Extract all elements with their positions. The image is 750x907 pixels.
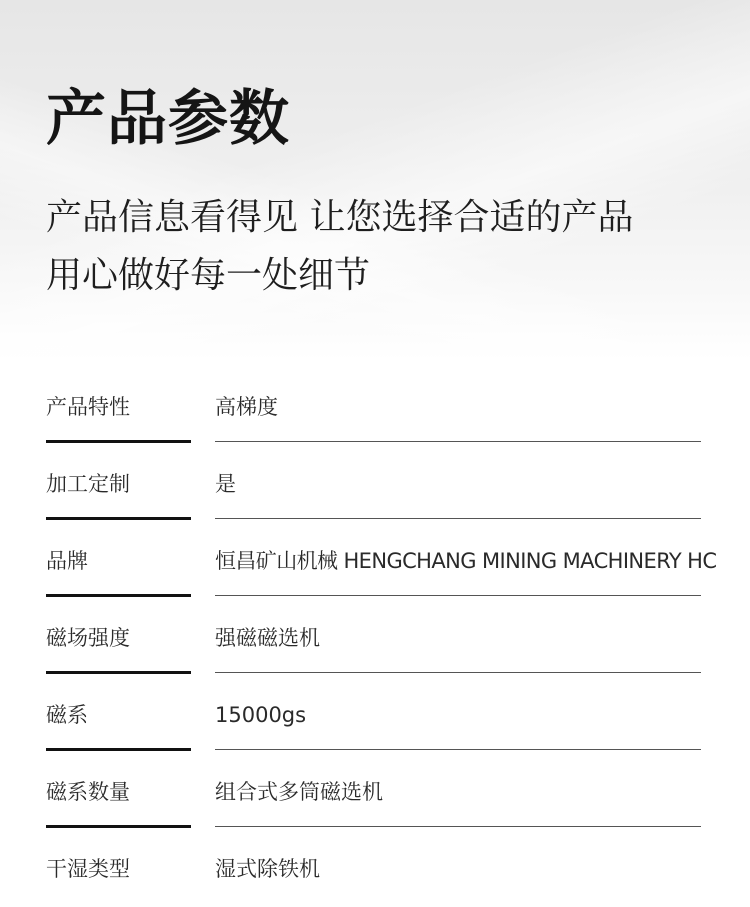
spec-value: 是 [215,472,236,496]
value-divider [215,595,701,596]
value-divider [215,672,701,673]
header-banner [0,0,750,360]
spec-row-brand [0,522,750,599]
spec-value: 恒昌矿山机械 HENGCHANG MINING MACHINERY HC [215,549,717,573]
spec-row-field-strength [0,599,750,676]
spec-value: 15000gs [215,703,307,727]
label-divider [46,671,191,674]
spec-value: 强磁磁选机 [215,626,320,650]
label-divider [46,440,191,443]
label-divider [46,748,191,751]
value-divider [215,518,701,519]
label-divider [46,594,191,597]
value-divider [215,749,701,750]
spec-value: 组合式多筒磁选机 [215,780,383,804]
spec-value: 湿式除铁机 [215,857,320,881]
page-title: 产品参数 [46,84,290,154]
spec-label: 磁场强度 [46,626,130,650]
spec-label: 产品特性 [46,395,130,419]
spec-row-magnetic-system [0,676,750,753]
value-divider [215,826,701,827]
spec-label: 加工定制 [46,472,130,496]
spec-row-product-feature [0,368,750,445]
spec-row-wet-dry-type [0,830,750,907]
subtitle-line-1: 产品信息看得见 让您选择合适的产品 [46,197,634,238]
spec-label: 品牌 [46,549,88,573]
value-divider [215,441,701,442]
label-divider [46,517,191,520]
label-divider [46,825,191,828]
spec-label: 干湿类型 [46,857,130,881]
spec-label: 磁系数量 [46,780,130,804]
spec-row-customization [0,445,750,522]
spec-label: 磁系 [46,703,88,727]
subtitle-line-2: 用心做好每一处细节 [46,255,371,296]
spec-row-system-count [0,753,750,830]
spec-value: 高梯度 [215,395,278,419]
